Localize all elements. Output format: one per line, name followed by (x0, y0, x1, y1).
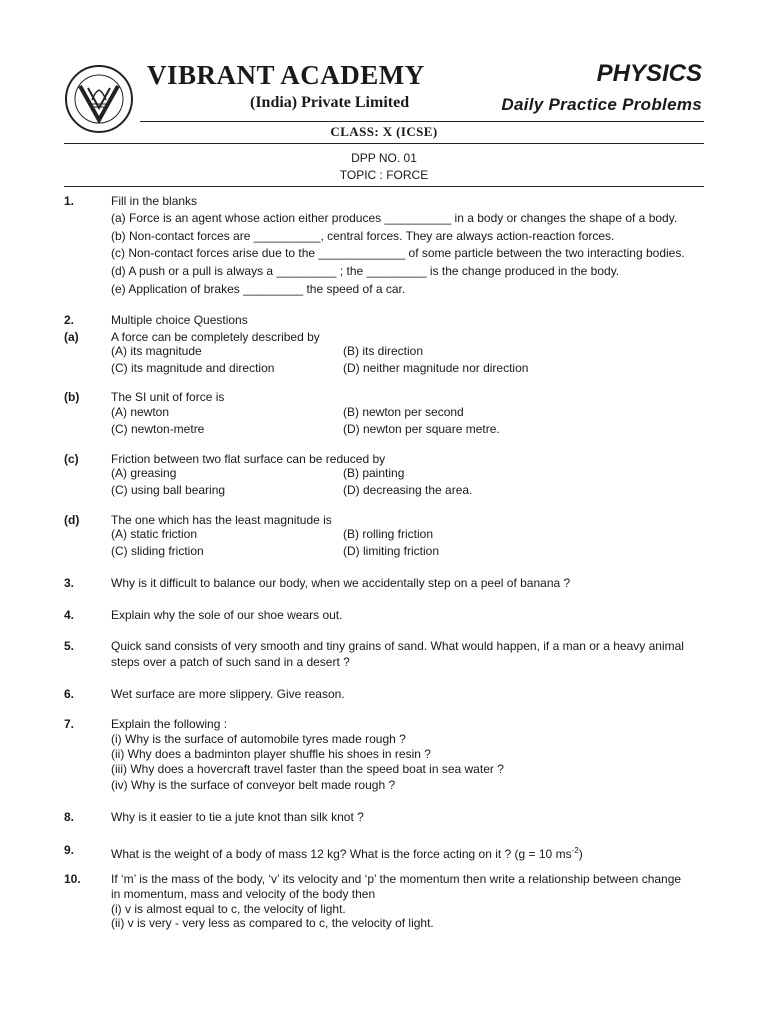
question-number: 9. (64, 843, 75, 857)
topic: TOPIC : FORCE (339, 168, 429, 182)
question-line: in momentum, mass and velocity of the body then (111, 887, 376, 901)
question-line: steps over a patch of such sand in a desert ? (111, 655, 350, 669)
option: (B) painting (343, 466, 405, 480)
option: (D) newton per square metre. (343, 422, 500, 436)
option: (C) its magnitude and direction (111, 361, 275, 375)
question-text: Explain why the sole of our shoe wears out. (111, 608, 343, 622)
question-text (111, 843, 583, 862)
subject-title: PHYSICS (596, 60, 702, 87)
question-number: 2. (64, 313, 75, 327)
question-number: 6. (64, 687, 75, 701)
org-name: VIBRANT ACADEMY (147, 60, 425, 90)
question-line: (c) Non-contact forces arise due to the _____________ of some particle between the two interacting bodies. (111, 246, 685, 260)
option: (A) greasing (111, 466, 177, 480)
question-line: (d) A push or a pull is always a _________ ; the _________ is the change produced in the body. (111, 264, 620, 278)
option: (C) using ball bearing (111, 483, 226, 497)
header-divider (140, 121, 704, 122)
question-line: (iii) Why does a hovercraft travel faster than the speed boat in sea water ? (111, 762, 504, 776)
part-stem: The one which has the least magnitude is (111, 513, 332, 527)
question-line: Quick sand consists of very smooth and tiny grains of sand. What would happen, if a man or a heavy animal (111, 639, 684, 653)
option: (A) newton (111, 405, 170, 419)
org-subtitle: (India) Private Limited (250, 94, 410, 111)
question-number: 1. (64, 194, 75, 208)
option: (C) sliding friction (111, 544, 204, 558)
option: (D) neither magnitude nor direction (343, 361, 529, 375)
option: (B) newton per second (343, 405, 464, 419)
question-line: (a) Force is an agent whose action either produces __________ in a body or changes the shape of a body. (111, 211, 678, 225)
q9-exponent: -2 (571, 846, 579, 855)
question-number: 8. (64, 810, 75, 824)
option: (D) decreasing the area. (343, 483, 473, 497)
part-label: (c) (64, 452, 79, 466)
q9-tail: ) (578, 847, 583, 861)
part-stem: The SI unit of force is (111, 390, 225, 404)
question-line: (i) Why is the surface of automobile tyres made rough ? (111, 732, 406, 746)
option: (B) rolling friction (343, 527, 434, 541)
question-line: (i) v is almost equal to c, the velocity of light. (111, 902, 346, 916)
question-line: (b) Non-contact forces are __________, central forces. They are always action-reaction forces. (111, 229, 615, 243)
q9-text: What is the weight of a body of mass 12 kg? What is the force acting on it ? (g = 10 ms (111, 847, 572, 861)
part-stem: Friction between two flat surface can be reduced by (111, 452, 386, 466)
question-number: 5. (64, 639, 75, 653)
dpp-number: DPP NO. 01 (351, 151, 417, 165)
question-number: 10. (64, 872, 81, 886)
class-line: CLASS: X (ICSE) (330, 124, 438, 139)
question-line: (ii) Why does a badminton player shuffle his shoes in resin ? (111, 747, 431, 761)
question-line: Explain the following : (111, 717, 228, 731)
part-stem: A force can be completely described by (111, 330, 320, 344)
part-label: (d) (64, 513, 80, 527)
option: (A) static friction (111, 527, 198, 541)
part-label: (b) (64, 390, 80, 404)
question-number: 4. (64, 608, 75, 622)
question-title: Multiple choice Questions (111, 313, 248, 327)
topic-divider (64, 186, 704, 187)
option: (D) limiting friction (343, 544, 440, 558)
option: (B) its direction (343, 344, 424, 358)
question-text: Wet surface are more slippery. Give reason. (111, 687, 345, 701)
question-line: (iv) Why is the surface of conveyor belt made rough ? (111, 778, 396, 792)
question-line: (e) Application of brakes _________ the speed of a car. (111, 282, 406, 296)
option: (C) newton-metre (111, 422, 205, 436)
doc-type: Daily Practice Problems (501, 95, 702, 114)
question-number: 7. (64, 717, 75, 731)
question-text: Why is it easier to tie a jute knot than silk knot ? (111, 810, 364, 824)
option: (A) its magnitude (111, 344, 202, 358)
question-number: 3. (64, 576, 75, 590)
question-title: Fill in the blanks (111, 194, 198, 208)
question-text: Why is it difficult to balance our body, when we accidentally step on a peel of banana ? (111, 576, 571, 590)
part-label: (a) (64, 330, 79, 344)
class-divider (64, 143, 704, 144)
question-line: If ‘m’ is the mass of the body, ‘v’ its velocity and ‘p’ the momentum then write a relationship between change (111, 872, 682, 886)
question-line: (ii) v is very - very less as compared to c, the velocity of light. (111, 916, 434, 930)
